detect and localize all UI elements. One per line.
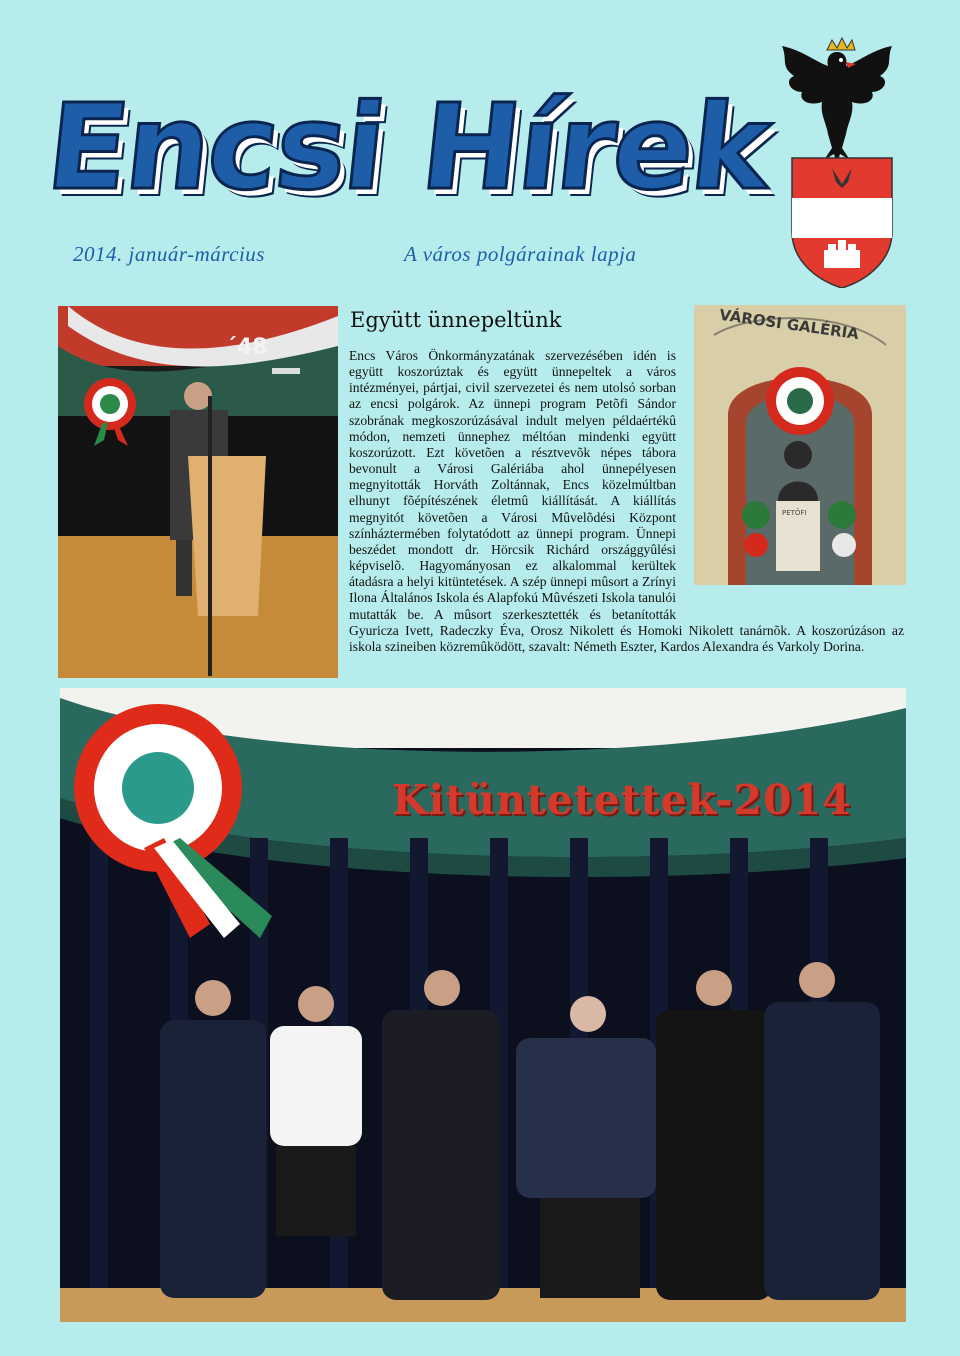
awards-title: Kitüntetettek-2014 bbox=[392, 776, 852, 824]
article-body bbox=[349, 348, 904, 655]
stage-year-label: ´48 bbox=[226, 335, 268, 360]
bust-plaque-text: PETŐFI bbox=[782, 509, 807, 517]
photo-wrap-spacer bbox=[688, 348, 904, 610]
masthead-tagline: A város polgárainak lapja bbox=[404, 242, 637, 266]
article-title: Együtt ünnepeltünk bbox=[350, 308, 562, 332]
masthead-title: Encsi Hírek bbox=[40, 78, 776, 216]
article-text: Encs Város Önkormányzatának szervezésében idén is együtt koszorúztak és együtt ünnepeltek a város intézményei, pártjai, civil szervezetei és nem utolsó sorban az encsi polgárok. Az ünnepi program Petõfi Sándor szobrának megkoszorúzásával indult melyen példaértékû módon, nemzeti ünnephez méltóan mindenki együtt koszorúzott. Ezt követõen a résztvevõk népes tábora bevonult a Városi Galériába ahol ünnepélyesen megnyitották Horváth Zoltánnak, Encs közelmúltban elhunyt fõépítészének életmû kiállítását. A kiállítás megnyitót követõen a Városi Mûvelõdési Központ színháztermében folytatódott az ünnepi program. Ünnepi beszédet mondott dr. Hörcsik Richárd országgyûlési képviselõ. Hagyományosan ez alkalommal kerültek átadásra a helyi kitüntetések. A szép ünnepi mûsort a Zrínyi Ilona Általános Iskola és Alapfokú Mûvészeti Iskola tanulói mutatták be. A mûsort szerkesztették és betanították Gyuricza Ivett, Radeczky Éva, Orosz Nikolett és Homoki Nikolett tanárnõk. A koszorúzáson az iskola szineiben közremûködött, szavalt: Németh Eszter, Kardos Alexandra és Varkoly Dorina. bbox=[349, 348, 904, 654]
issue-date: 2014. január-március bbox=[73, 242, 265, 266]
coat-of-arms-icon bbox=[772, 36, 902, 288]
speaker-photo bbox=[58, 306, 338, 678]
gallery-sign-text: VÁROSI GALÉRIA bbox=[718, 305, 860, 344]
